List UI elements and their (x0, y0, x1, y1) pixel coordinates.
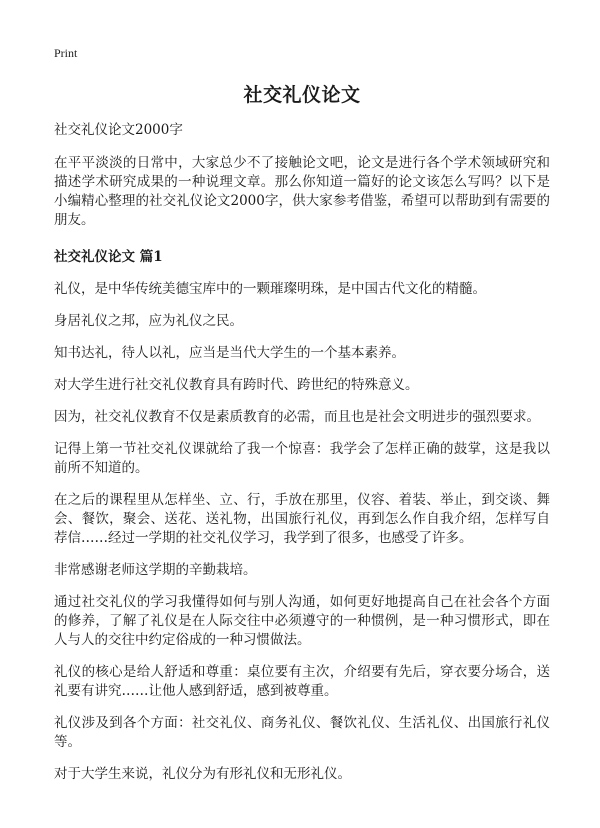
body-paragraph: 因为，社交礼仪教育不仅是素质教育的必需，而且也是社会文明进步的强烈要求。 (54, 409, 540, 425)
body-paragraph: 知书达礼，待人以礼，应当是当代大学生的一个基本素养。 (54, 345, 405, 361)
body-paragraph: 非常感谢老师这学期的辛勤栽培。 (54, 562, 257, 578)
body-paragraph: 礼仪涉及到各个方面：社交礼仪、商务礼仪、餐饮礼仪、生活礼仪、出国旅行礼仪等。 (54, 715, 550, 750)
body-paragraph: 身居礼仪之邦，应为礼仪之民。 (54, 313, 243, 329)
body-paragraph: 在之后的课程里从怎样坐、立、行，手放在那里，仪容、着装、举止，到交谈、舞会、餐饮，聚会、送花、送礼物，出国旅行礼仪，再到怎么作自我介绍，怎样写自荐信……经过一学期的社交礼仪学习，我学到了很多，也感受了许多。 (54, 492, 550, 546)
section-heading: 社交礼仪论文 篇1 (54, 249, 163, 265)
body-paragraph: 对于大学生来说，礼仪分为有形礼仪和无形礼仪。 (54, 766, 351, 782)
document-subtitle: 社交礼仪论文2000字 (54, 122, 183, 138)
body-paragraph: 礼仪的核心是给人舒适和尊重：桌位要有主次，介绍要有先后，穿衣要分场合，送礼要有讲究……让他人感到舒适，感到被尊重。 (54, 664, 550, 699)
document-title: 社交礼仪论文 (243, 84, 361, 106)
body-paragraph: 通过社交礼仪的学习我懂得如何与别人沟通，如何更好地提高自己在社会各个方面的修养，了解了礼仪是在人际交往中必须遵守的一种惯例，是一种习惯形式，即在人与人的交往中约定俗成的一种习惯做法。 (54, 594, 550, 648)
body-paragraph: 礼仪，是中华传统美德宝库中的一颗璀璨明珠，是中国古代文化的精髓。 (54, 281, 486, 297)
print-link[interactable]: Print (54, 46, 78, 60)
intro-paragraph: 在平平淡淡的日常中，大家总少不了接触论文吧，论文是进行各个学术领域研究和描述学术研究成果的一种说理文章。那么你知道一篇好的论文该怎么写吗？以下是小编精心整理的社交礼仪论文2000字，供大家参考借鉴，希望可以帮助到有需要的朋友。 (54, 155, 550, 228)
body-paragraph: 对大学生进行社交礼仪教育具有跨时代、跨世纪的特殊意义。 (54, 377, 419, 393)
body-paragraph: 记得上第一节社交礼仪课就给了我一个惊喜：我学会了怎样正确的鼓掌，这是我以前所不知道的。 (54, 441, 550, 476)
document-body (54, 121, 550, 797)
